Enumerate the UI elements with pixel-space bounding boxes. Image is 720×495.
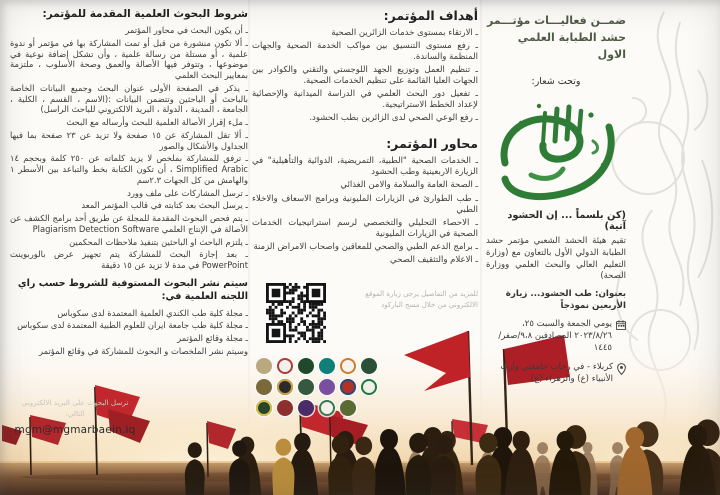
list-item: ـ الارتقاء بمستوى خدمات الزائرين الصحية [331,28,478,38]
org-logo-9 [298,379,314,395]
email-block [14,398,136,436]
list-item: ـ يرسل البحث بعد كتابته في قالب المؤتمر المعد [81,200,248,211]
org-logo-7 [256,379,272,395]
org-logo-10 [319,379,335,395]
calendar-icon [616,320,626,330]
panel-program [252,8,478,268]
panel-cover [486,12,626,386]
qr-caption: للمزيد من التفاصيل يرجى زيارة الموقع الالكتروني من خلال مسح الباركود [365,290,478,309]
org-logo-1 [256,358,272,374]
list-item: ـ ترسل المشاركات على ملف وورد [127,187,248,198]
org-logo-6 [361,358,377,374]
email-label: ترسل البحوث على البريد الالكتروني التالي: [21,398,129,418]
list-item: ـ رفع الوعي الصحي لدى الزائرين بطب الحشود. [309,113,478,124]
org-logo-3 [298,358,314,374]
org-logo-14 [277,400,293,416]
list-item: ـ أن يكون البحث في محاور المؤتمر [125,25,248,35]
org-logo-17 [340,400,356,416]
conference-title-line1: ضمــن فعاليـــات مؤتـــمر [486,14,626,27]
list-item: ـ مجلة كلية طب جامعة ايران للعلوم الطبية المعتمدة لدى سكوباس [17,320,248,331]
list-item: ـ الخدمات الصحية "الطبية، التمريضية، الدوائية والتأهيلية" في الزيارة الاربعينية وطب الحشود [252,156,478,178]
list-item: ـ تفعيل دور البحث العلمي في الدراسة الميدانية والإحصائية لإعداد الخطط الاستراتيجية. [252,89,478,111]
list-item: ـ برامج الدعم الطبي والصحي للمعاقين واصحاب الامراض الزمنة [253,241,478,252]
list-item: ـ الاعلام والتثقيف الصحي [390,254,478,265]
conditions-heading: شروط البحوث العلمية المقدمة للمؤتمر: [42,8,248,20]
list-item: ـ الاحصاء التحليلي والتخصصي لرسم استراتيجيات الخدمات الصحية في الزيارات المليونية [252,217,478,239]
list-item: ـ ألا تقل المشاركة عن ١٥ صفحة ولا تزيد عن ٢٣ صفحة بما فيها الجداول والأشكال والصور [10,129,248,151]
panel-research-conditions [10,8,248,359]
list-item: ـ يذكر في الصفحة الأولى عنوان البحث وجميع البيانات الخاصة بالباحث أو الباحثين وتتضمن البيانات :(الاسم ، القسم ، الكلية ، الجامعة ، المدينة ، الدولة ، البريد الالكتروني للباحث الراسل) [10,82,248,115]
list-item: ـ طب الطوارئ في الزيارات المليونية وبرامج الاسعاف والاخلاء الطبي [252,193,478,215]
list-item: ـ مجلة كلية طب الكندي العلمية المعتمدة لدى سكوباس [57,307,248,318]
publishing-note: وسيتم نشر الملخصات و البحوث للمشاركة في وقائع المؤتمر [39,345,248,356]
list-item: ـ ملء إقرار الأصالة العلمية للبحث وأرساله مع البحث [66,117,248,127]
org-logos [253,355,385,418]
slogan-intro: وتحت شعار: [531,76,581,88]
axes-heading: محاور المؤتمر: [386,136,478,152]
org-logo-2 [277,358,293,374]
location-line: كربلاء - في رحاب جامعتي وارث الأنبياء (ع) والزهراء (ع) [500,362,613,384]
date-line: يومي الجمعة والسبت ٢٥، ٢٠٢٣/٨/٢٦ المصادفين ٩،٨/صفر/١٤٤٥ [498,319,612,354]
org-logo-11 [340,379,356,395]
org-logo-12 [361,379,377,395]
org-logo-8 [277,379,293,395]
list-item: ـ ألا تكون منشورة من قبل أو تمت المشاركة بها في مؤتمر أو ندوة علمية ، أو مستلة من رسالة علمية ، وأن تشكل إضافة نوعية في موضوعها ، وتتوفر فيها الأصالة والعمق وصحة الأسلوب ، ملتزمة بمعايير البحث العلمي [10,37,248,80]
list-item: ـ مجلة وقائع المؤتمر [177,333,248,344]
conference-calligraphy-logo [491,101,621,203]
list-item: ـ يتم فحص البحوث المقدمة للمجلة عن طريق أحد برامج الكشف عن الأصالة في الإنتاج العلمي Plagiarism Detection Software [10,213,248,234]
publishing-heading: سيتم نشر البحوث المستوفية للشروط حسب راي اللجنه العلمية في: [17,277,248,302]
location-pin-icon [617,363,626,375]
objectives-heading: أهداف المؤتمر: [383,8,478,23]
email-address: mgm@mgmarbaein.iq [14,423,136,436]
list-item: ـ بعد إجازة البحث للمشاركة يتم تجهيز عرض بالوربوينت PowerPoint في مدة لا تزيد عن ١٥ دقيقة [10,249,248,270]
qr-row [252,283,478,343]
org-logo-13 [256,400,272,416]
list-item: ـ رفع مستوى التنسيق بين مواكب الخدمة الصحية والجهات المنظمة والساندة. [252,41,478,63]
org-logo-15 [298,400,314,416]
qr-code [266,283,326,343]
org-logo-4 [319,358,335,374]
organizer-paragraph: تقيم هيئة الحشد الشعبي مؤتمر حشد الطبابة الدولي الأول بالتعاون مع (وزارة التعليم العالي والبحث العلمي ووزارة الصحة) [486,236,626,282]
list-item: ـ ترفق للمشاركة بملخص لا يزيد كلماته عن ٢٥٠ كلمة وبحجم ١٤ Simplified Arabic ، أن تكون الكتابة بخط والتباعد بين الأسطر ١ والهامش من كل الجهات ٢.٣سم [10,153,248,185]
list-item: ـ تنظيم العمل وتوزيع الجهد اللوجستي والتقني والكوادر بين الجهات العليا القائمة على تنظيم الخدمات الصحية. [252,65,478,87]
conference-subtitle: بعنوان: طب الحشود... زيارة الأربعين نموذجاً [505,289,626,312]
org-logo-5 [340,358,356,374]
org-logo-16 [319,400,335,416]
conference-slogan: (كن بلسماً ... إن الحشود آتية) [507,210,626,233]
list-item: ـ يلتزم الباحث او الباحثين بتنفيذ ملاحظات المحكمين [69,236,248,247]
list-item: ـ الصحة العامة والسلامة والامن الغذائي [340,180,478,191]
conference-title-line2: حشد الطبابة العلمي الاول [517,31,626,62]
